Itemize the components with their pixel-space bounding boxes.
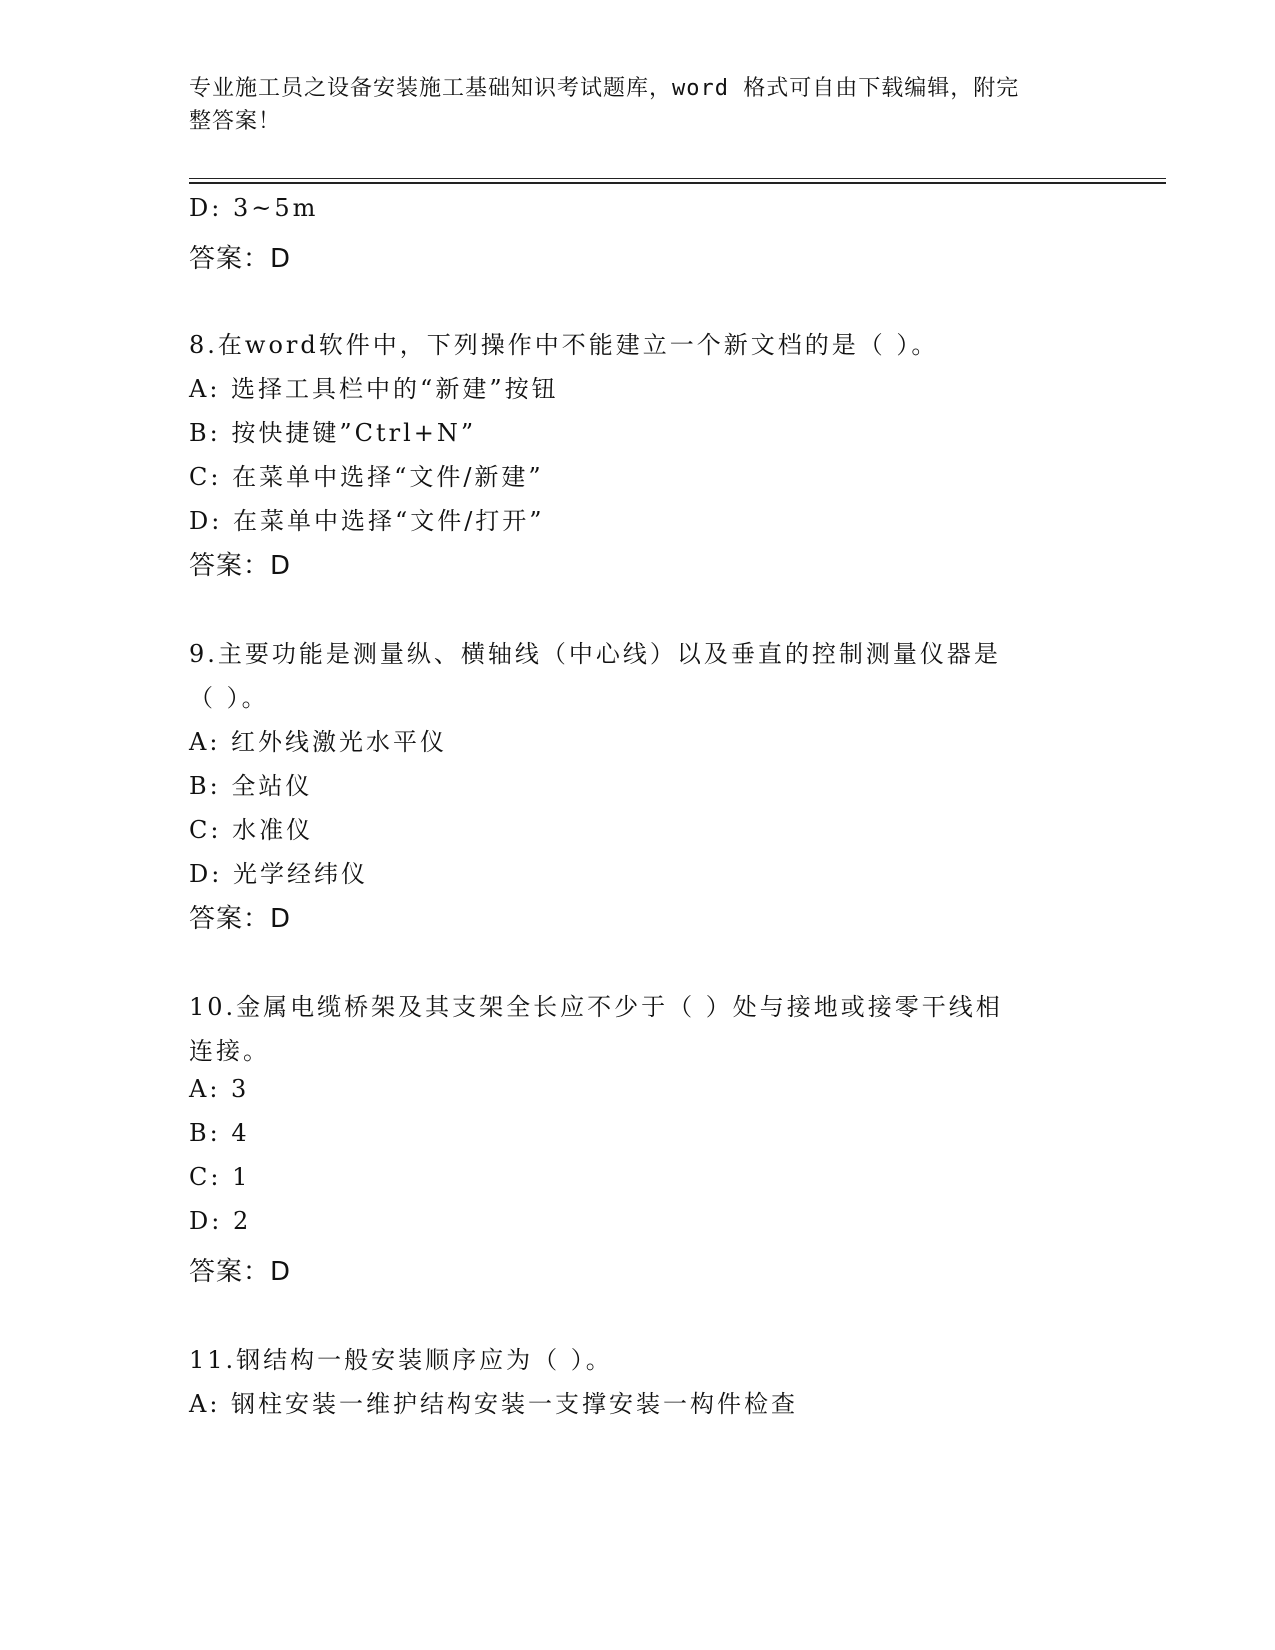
q10-option-d: D: 2 — [189, 1207, 252, 1235]
q7-answer: 答案：D — [189, 244, 292, 274]
q7-option-d: D: 3~5m — [189, 194, 319, 222]
header-divider-bottom — [189, 182, 1166, 184]
q9-option-a: A: 红外线激光水平仪 — [189, 728, 448, 756]
q11-option-a: A: 钢柱安装一维护结构安装一支撑安装一构件检查 — [189, 1390, 799, 1418]
header-line-1: 专业施工员之设备安装施工基础知识考试题库，word 格式可自由下载编辑，附完 — [189, 76, 1020, 101]
q11-stem: 11.钢结构一般安装顺序应为（ ）。 — [189, 1346, 613, 1374]
q10-option-a: A: 3 — [189, 1075, 250, 1103]
q10-stem-line-2: 连接。 — [189, 1037, 270, 1065]
q9-option-c: C: 水准仪 — [189, 816, 314, 844]
header-line-2: 整答案！ — [189, 109, 282, 134]
q10-option-b: B: 4 — [189, 1119, 250, 1147]
q9-stem-line-2: （ ）。 — [189, 684, 269, 712]
q8-answer: 答案：D — [189, 551, 292, 581]
q8-option-c: C: 在菜单中选择“文件/新建” — [189, 463, 544, 491]
q10-stem-line-1: 10.金属电缆桥架及其支架全长应不少于（ ）处与接地或接零干线相 — [189, 993, 1003, 1021]
q9-option-b: B: 全站仪 — [189, 772, 313, 800]
q9-answer: 答案：D — [189, 904, 292, 934]
q9-option-d: D: 光学经纬仪 — [189, 860, 368, 888]
q10-answer: 答案：D — [189, 1257, 292, 1287]
q8-option-a: A: 选择工具栏中的“新建”按钮 — [189, 375, 559, 403]
q8-option-d: D: 在菜单中选择“文件/打开” — [189, 507, 545, 535]
q10-option-c: C: 1 — [189, 1163, 251, 1191]
document-header — [189, 72, 1069, 138]
header-divider-top — [189, 178, 1166, 179]
q8-option-b: B: 按快捷键”Ctrl+N” — [189, 419, 477, 447]
q8-stem: 8.在word软件中，下列操作中不能建立一个新文档的是（ ）。 — [189, 331, 939, 359]
q9-stem-line-1: 9.主要功能是测量纵、横轴线（中心线）以及垂直的控制测量仪器是 — [189, 640, 1001, 668]
